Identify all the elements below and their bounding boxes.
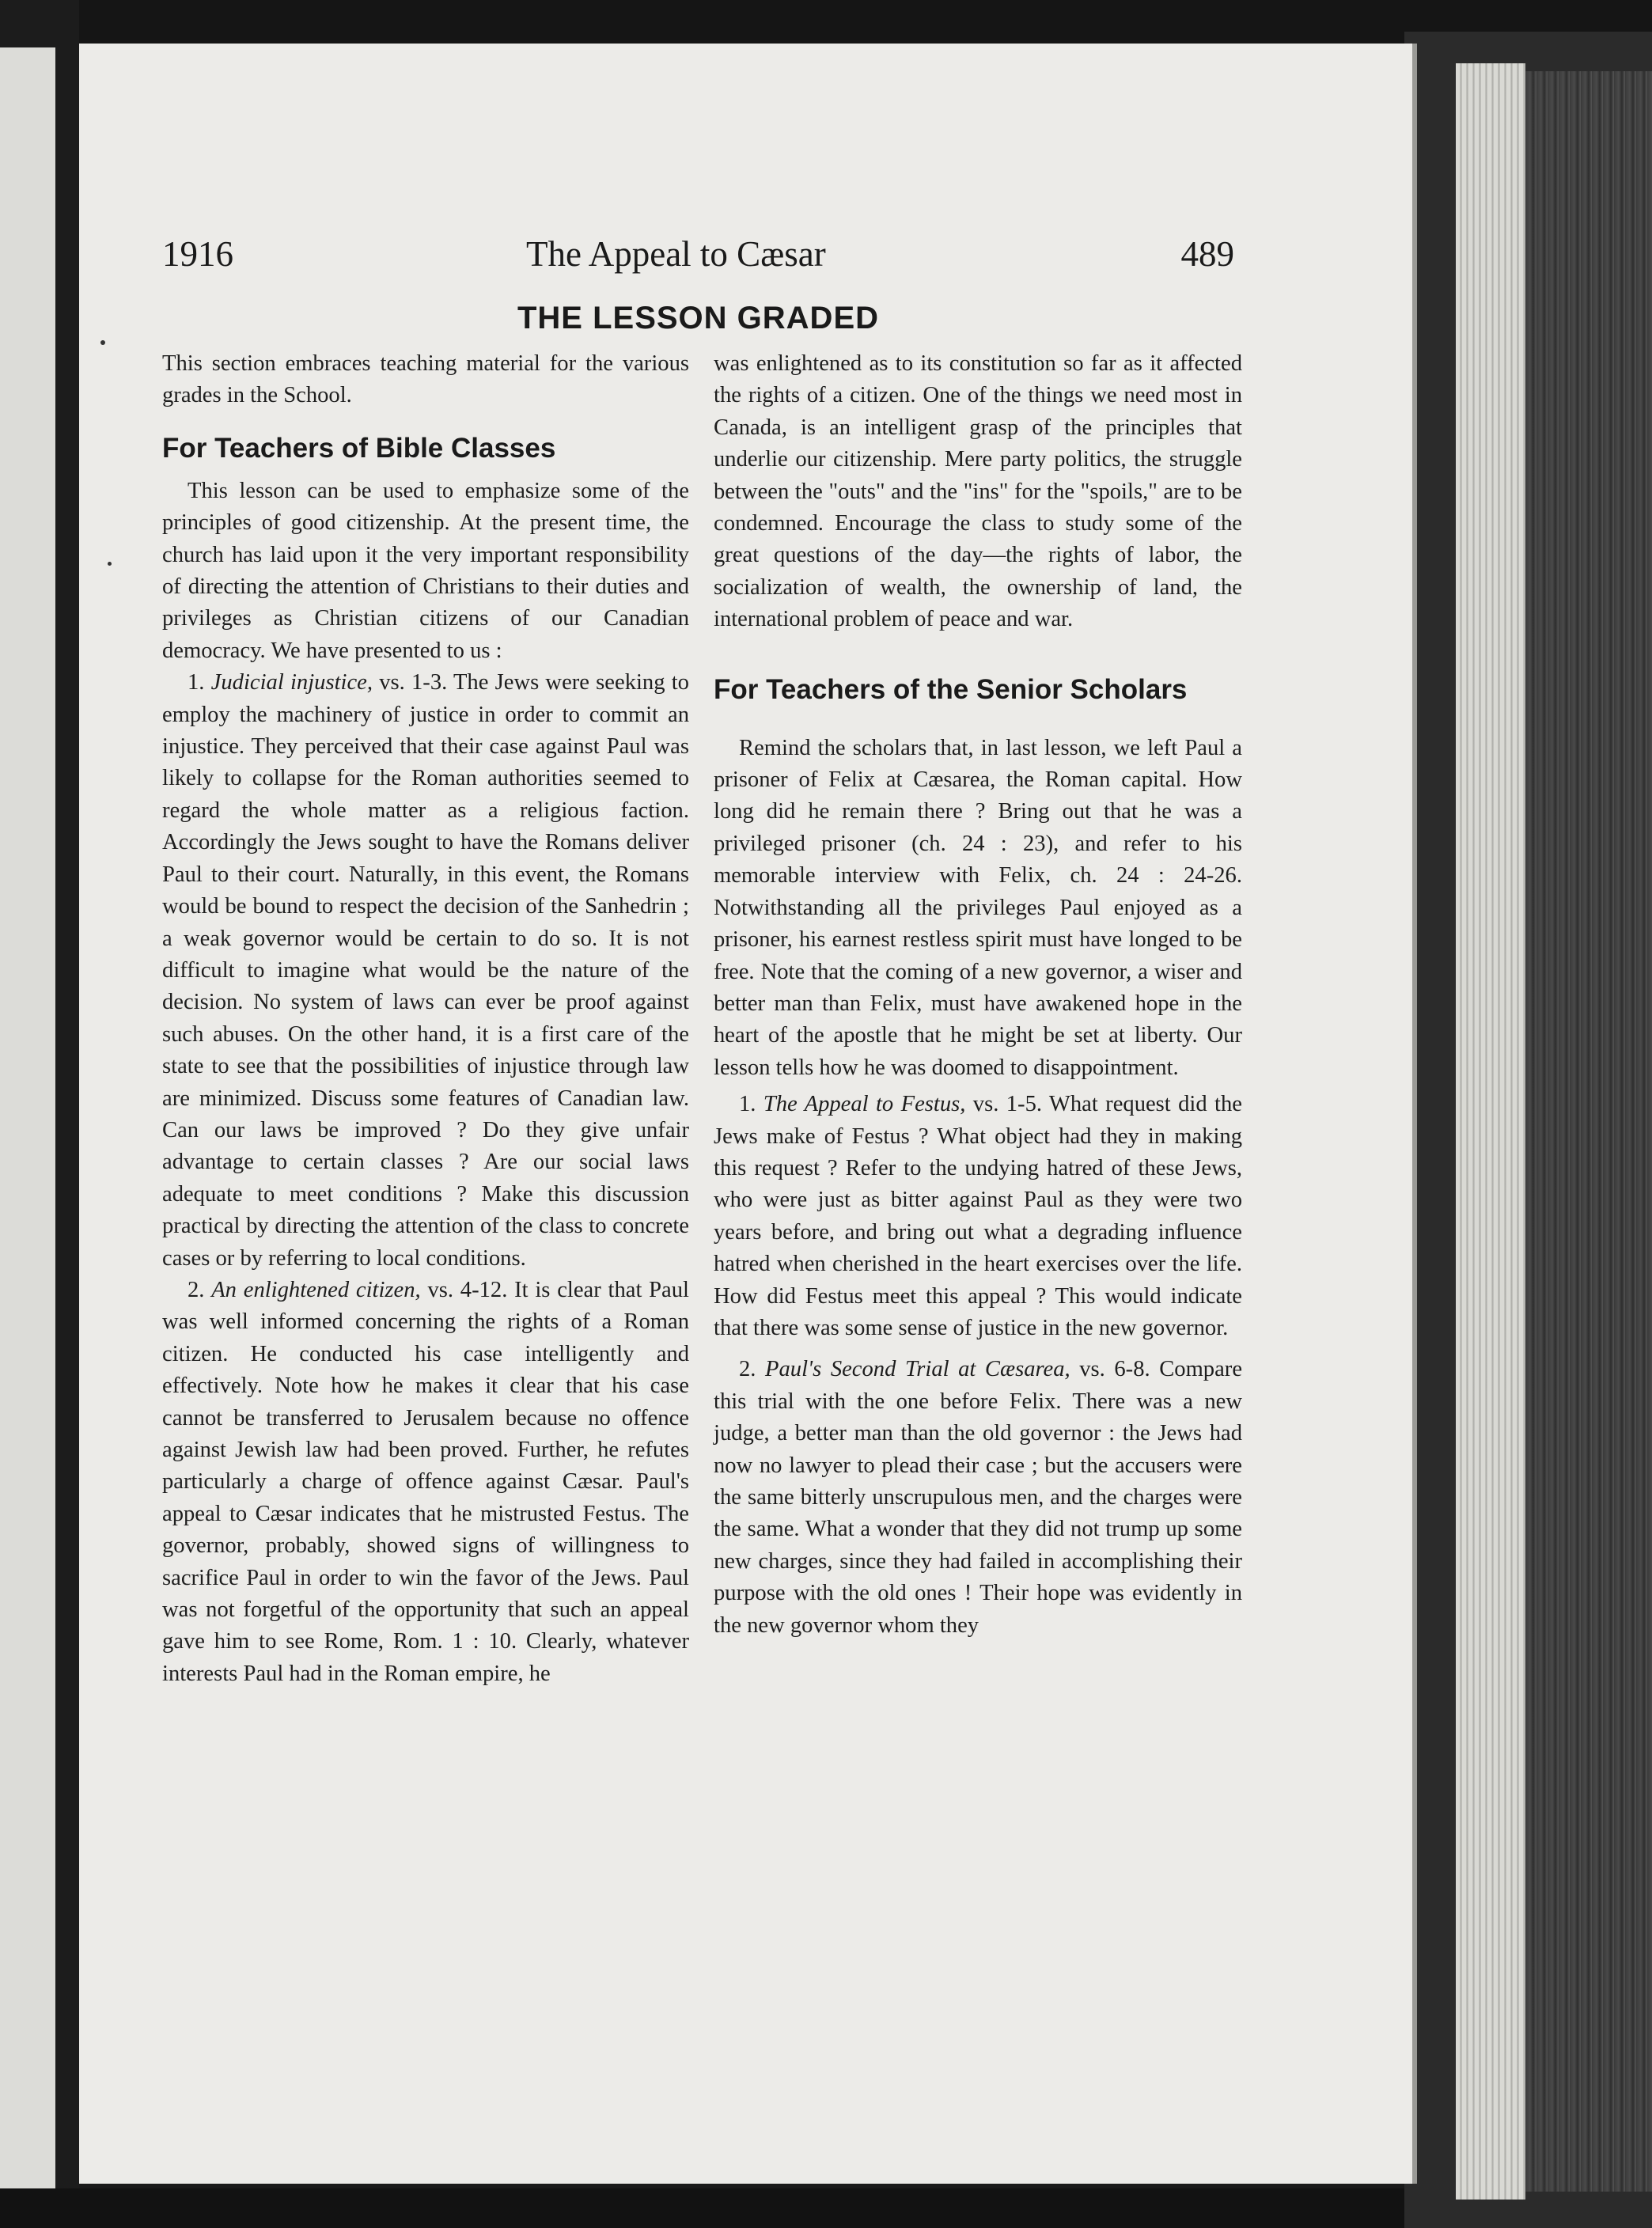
senior-scholars-paragraph: Remind the scholars that, in last lesson, we left Paul a prisoner of Felix at Cæsarea, the Roman capital. How long did he remain there ? Bring out that he was a privileged prisoner (ch. 24 : 23), and refer to his memorable interview with Felix, ch. 24 : 24-26. Notwithstanding all the privileges Paul enjoyed as a prisoner, his earnest restless spirit must have longed to be free. Note that the coming of a new governor, a wiser and better man than Felix, must have awakened hope in the heart of the apostle that he might be set at liberty. Our lesson tells how he was doomed to disappointment. xyxy=(714,735,1242,1080)
point-text: vs. 4-12. It is clear that Paul was well informed concerning the rights of a Roman citizen. He conducted his case intelligently and effectively. Note how he makes it clear that his case cannot be transferred to Jerusalem because no offence against Jewish law had been proved. Further, he refutes particularly a charge of offence against Cæsar. Paul's appeal to Cæsar indicates that he mistrusted Festus. The governor, probably, showed signs of willingness to sacrifice Paul in order to win the favor of the Jews. Paul was not forgetful of the opportunity that such an appeal gave him to see Rome, Rom. 1 : 10. Clearly, whatever interests Paul had in the Roman empire, he xyxy=(162,1277,689,1686)
bible-classes-point-1 xyxy=(162,667,689,1275)
section-heading-bible-classes: For Teachers of Bible Classes xyxy=(162,432,556,464)
senior-scholars-point-1 xyxy=(714,1089,1242,1344)
point-text: vs. 6-8. Compare this trial with the one before Felix. There was a new judge, a better man than the old governor : the Jews had now no lawyer to plead their case ; but the accusers were the same bitterly unscrupulous men, and the charges were the same. What a wonder that they did not trump up some new charges, since they had failed in accomplishing their purpose with the old ones ! Their hope was evidently in the new governor whom they xyxy=(714,1357,1243,1638)
running-header xyxy=(162,233,1234,281)
ink-speck xyxy=(100,340,105,345)
intro-paragraph: This section embraces teaching material for the various grades in the School. xyxy=(162,351,689,408)
point-text: vs. 1-5. What request did the Jews make of Festus ? What object had they in making this request ? Refer to the undying hatred of these Jews, who were just as bitter against Paul as they were two years before, and bring out what a degrading influence hatred when cherished in the heart exercises over the life. How did Festus meet this appeal ? This would indicate that there was some sense of justice in the new governor. xyxy=(714,1092,1242,1340)
point-number: 2. xyxy=(739,1357,756,1382)
point-title: Paul's Second Trial at Cæsarea, xyxy=(765,1357,1070,1382)
ink-speck xyxy=(108,562,112,566)
point-title: The Appeal to Festus, xyxy=(763,1092,966,1117)
page-number: 489 xyxy=(1180,234,1234,274)
header-year: 1916 xyxy=(162,234,233,274)
point-number: 1. xyxy=(188,670,205,695)
facing-page-edge xyxy=(0,47,55,2228)
header-title: The Appeal to Cæsar xyxy=(526,234,826,274)
page-stack-edges xyxy=(1456,63,1525,2200)
section-heading-senior-scholars: For Teachers of the Senior Scholars xyxy=(714,673,1188,705)
lesson-title: THE LESSON GRADED xyxy=(517,301,880,335)
point-title: Judicial injustice, xyxy=(210,670,373,695)
point-text: vs. 1-3. The Jews were seeking to employ the machinery of justice in order to commit an injustice. They perceived that their case against Paul was likely to collapse for the Roman authorities seemed to regard the whole matter as a religious faction. Accordingly the Jews sought to have the Romans deliver Paul to their court. Naturally, in this event, the Romans would be bound to respect the decision of the Sanhedrin ; a weak governor would be certain to do so. It is not difficult to imagine what would be the nature of the decision. No system of laws can ever be proof against such abuses. On the other hand, it is a first care of the state to see that the possibilities of injustice through law are minimized. Discuss some features of Canadian law. Can our laws be improved ? Do they give unfair advantage to certain classes ? Are our social laws adequate to meet conditions ? Make this discussion practical by directing the attention of the class to concrete cases or by referring to local conditions. xyxy=(162,670,689,1271)
bible-classes-paragraph: This lesson can be used to emphasize some of the principles of good citizenship. At the present time, the church has laid upon it the very important responsibility of directing the attention of Christians to their duties and privileges as Christian citizens of our Canadian democracy. We have presented to us : xyxy=(162,478,689,663)
point-number: 1. xyxy=(739,1092,756,1117)
bible-classes-continuation: was enlightened as to its constitution so far as it affected the rights of a citizen. One of the things we need most in Canada, is an intelligent grasp of the principles that underlie our citizenship. Mere party politics, the struggle between the "outs" and the "ins" for the "spoils," are to be condemned. Encourage the class to study some of the great questions of the day—the rights of labor, the socialization of wealth, the ownership of land, the international problem of peace and war. xyxy=(714,351,1242,632)
point-number: 2. xyxy=(188,1277,205,1302)
point-title: An enlightened citizen, xyxy=(211,1277,421,1302)
right-column xyxy=(714,348,1242,1642)
senior-scholars-point-2 xyxy=(714,1354,1242,1642)
bible-classes-point-2 xyxy=(162,1275,689,1690)
book-cover-edge xyxy=(1525,71,1652,2192)
left-column xyxy=(162,348,689,1690)
